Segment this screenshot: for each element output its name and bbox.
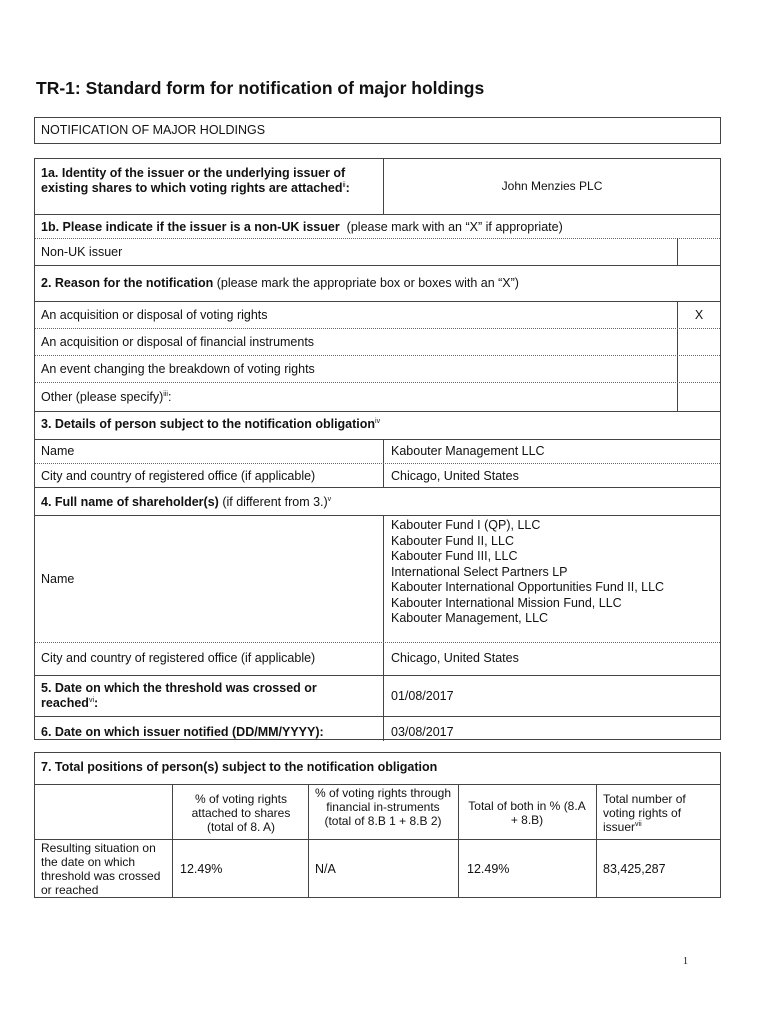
- value-voting-rights-shares: 12.49%: [180, 862, 223, 876]
- shareholder-name-5: Kabouter International Opportunities Fund II, LLC: [391, 580, 665, 594]
- value-total-percent: 12.49%: [467, 862, 510, 876]
- shareholder-name-4: International Select Partners LP: [391, 564, 568, 579]
- col-financial-instruments: % of voting rights through financial in-struments (total of 8.B 1 + 8.B 2): [314, 786, 452, 828]
- non-uk-issuer-label: Non-UK issuer: [41, 245, 123, 259]
- value-total-voting-rights: 83,425,287: [603, 862, 666, 876]
- issuer-name: John Menzies PLC: [501, 179, 603, 193]
- shareholder-city-label: City and country of registered office (if applicable): [41, 651, 316, 665]
- value-financial-instruments: N/A: [315, 862, 336, 876]
- reason-heading: 2. Reason for the notification (please mark the appropriate box or boxes with an “X”): [41, 276, 519, 290]
- page-number: 1: [683, 956, 688, 967]
- reason-row-other: Other (please specify)$^{iii}$:: [41, 390, 172, 404]
- col-total-voting-rights: Total number of voting rights of issuer$^{vii}$: [603, 792, 686, 834]
- non-uk-question: 1b. Please indicate if the issuer is a non-UK issuer (please mark with an “X” if appropriate): [41, 220, 563, 234]
- issuer-notified-label: 6. Date on which issuer notified (DD/MM/YYYY):: [41, 725, 324, 739]
- notification-header: NOTIFICATION OF MAJOR HOLDINGS: [41, 123, 266, 137]
- reason-row-acquisition-voting: An acquisition or disposal of voting rights: [41, 308, 268, 322]
- shareholder-name-3: Kabouter Fund III, LLC: [391, 549, 518, 563]
- shareholder-name-7: Kabouter Management, LLC: [391, 611, 549, 625]
- col-voting-rights-shares: % of voting rights attached to shares (total of 8. A): [191, 792, 291, 834]
- total-positions-table: [34, 752, 721, 898]
- resulting-situation-label: Resulting situation on the date on which threshold was crossed or reached: [41, 841, 161, 897]
- page-title: TR-1: Standard form for notification of major holdings: [36, 78, 485, 98]
- threshold-date-value: 01/08/2017: [391, 689, 454, 703]
- person-details-heading: 3. Details of person subject to the notification obligation$^{iv}$: [41, 417, 381, 431]
- reason-checkbox-acquisition-voting[interactable]: X: [694, 308, 704, 322]
- issuer-identity-label: 1a. Identity of the issuer or the underlying issuer of existing shares to which voting rights are attached$^{ii}$:: [41, 166, 350, 195]
- shareholder-name-1: Kabouter Fund I (QP), LLC: [391, 518, 541, 532]
- shareholder-name-label: Name: [41, 572, 75, 586]
- threshold-date-label: 5. Date on which the threshold was crossed or reached$^{vi}$:: [41, 681, 317, 710]
- col-total-percent: Total of both in % (8.A + 8.B): [468, 799, 586, 827]
- issuer-notified-value: 03/08/2017: [391, 725, 454, 739]
- total-positions-heading: 7. Total positions of person(s) subject to the notification obligation: [41, 760, 438, 774]
- reason-row-breakdown-change: An event changing the breakdown of voting rights: [41, 362, 315, 376]
- person-name-value: Kabouter Management LLC: [391, 444, 545, 458]
- person-city-value: Chicago, United States: [391, 469, 519, 483]
- shareholder-city-value: Chicago, United States: [391, 651, 519, 665]
- person-name-label: Name: [41, 444, 75, 458]
- notification-form: [34, 158, 721, 740]
- reason-row-financial-instruments: An acquisition or disposal of financial instruments: [41, 335, 315, 349]
- shareholder-name-6: Kabouter International Mission Fund, LLC: [391, 595, 622, 610]
- shareholder-heading: 4. Full name of shareholder(s) (if different from 3.)$^v$: [41, 495, 332, 509]
- shareholder-name-2: Kabouter Fund II, LLC: [391, 533, 514, 548]
- person-city-label: City and country of registered office (if applicable): [41, 469, 316, 483]
- notification-header-box: [34, 117, 721, 144]
